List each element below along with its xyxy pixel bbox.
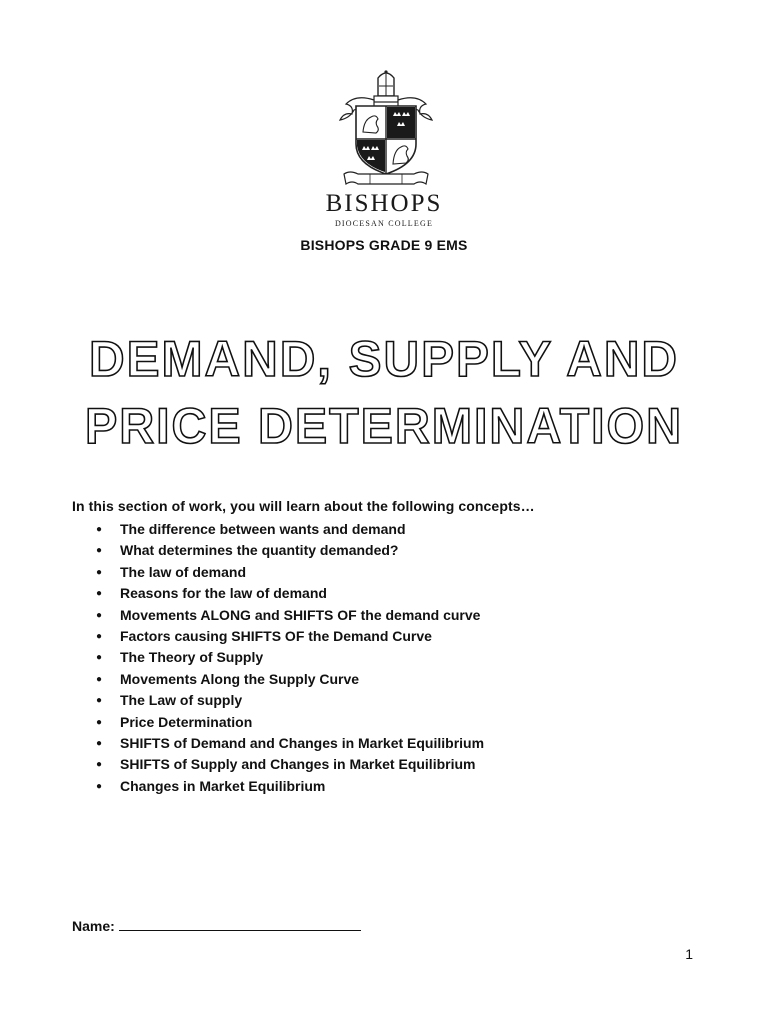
bullet-icon: ● (96, 609, 103, 621)
bullet-icon: ● (96, 716, 103, 728)
bullet-icon: ● (96, 737, 103, 749)
concept-text: Changes in Market Equilibrium (120, 777, 326, 794)
title-line-1: DEMAND, SUPPLY AND (89, 331, 679, 387)
bullet-icon: ● (96, 524, 103, 535)
list-item (96, 562, 484, 583)
logo-school-name: BISHOPS (325, 190, 443, 217)
concept-text: SHIFTS of Demand and Changes in Market Equilibrium (120, 734, 485, 751)
name-field (72, 918, 361, 934)
bullet-icon: ● (96, 588, 103, 600)
bullet-icon: ● (96, 545, 103, 557)
list-item (96, 776, 484, 797)
list-item (96, 733, 484, 754)
school-crest-logo (330, 70, 442, 188)
concept-text: The Theory of Supply (120, 649, 264, 666)
crest-icon (330, 70, 442, 188)
bullet-icon: ● (96, 652, 103, 664)
document-title (50, 320, 718, 460)
list-item (96, 583, 484, 604)
bullet-icon: ● (96, 566, 103, 578)
grade-subject-heading: BISHOPS GRADE 9 EMS (300, 237, 468, 253)
bullet-icon: ● (96, 673, 103, 685)
concept-text: The Law of supply (120, 692, 243, 709)
list-item (96, 519, 484, 540)
list-item (96, 690, 484, 711)
title-svg (50, 320, 718, 460)
bullet-icon: ● (96, 759, 103, 771)
intro-text: In this section of work, you will learn about the following concepts… (72, 498, 535, 514)
concept-text: What determines the quantity demanded? (120, 542, 399, 559)
page-number: 1 (685, 946, 693, 962)
list-item (96, 754, 484, 775)
name-label: Name: (72, 918, 115, 934)
list-item (96, 605, 484, 626)
bullet-icon: ● (96, 630, 103, 642)
list-item (96, 712, 484, 733)
concept-text: Price Determination (120, 713, 253, 730)
name-blank-line[interactable] (119, 918, 361, 931)
bullet-icon: ● (96, 695, 103, 707)
bullet-icon: ● (96, 780, 103, 792)
concept-text: The law of demand (120, 563, 247, 580)
concept-text: Movements Along the Supply Curve (120, 670, 360, 687)
concepts-list (96, 519, 484, 797)
concept-text: Movements ALONG and SHIFTS OF the demand curve (120, 606, 481, 623)
concept-text: The difference between wants and demand (120, 521, 406, 537)
list-item (96, 669, 484, 690)
logo-school-subtitle: DIOCESAN COLLEGE (334, 219, 434, 228)
concept-text: Reasons for the law of demand (120, 585, 327, 602)
concept-text: Factors causing SHIFTS OF the Demand Curve (120, 627, 432, 644)
title-line-2: PRICE DETERMINATION (85, 398, 683, 454)
list-item (96, 626, 484, 647)
list-item (96, 647, 484, 668)
concept-text: SHIFTS of Supply and Changes in Market Equilibrium (120, 756, 476, 773)
list-item (96, 540, 484, 561)
